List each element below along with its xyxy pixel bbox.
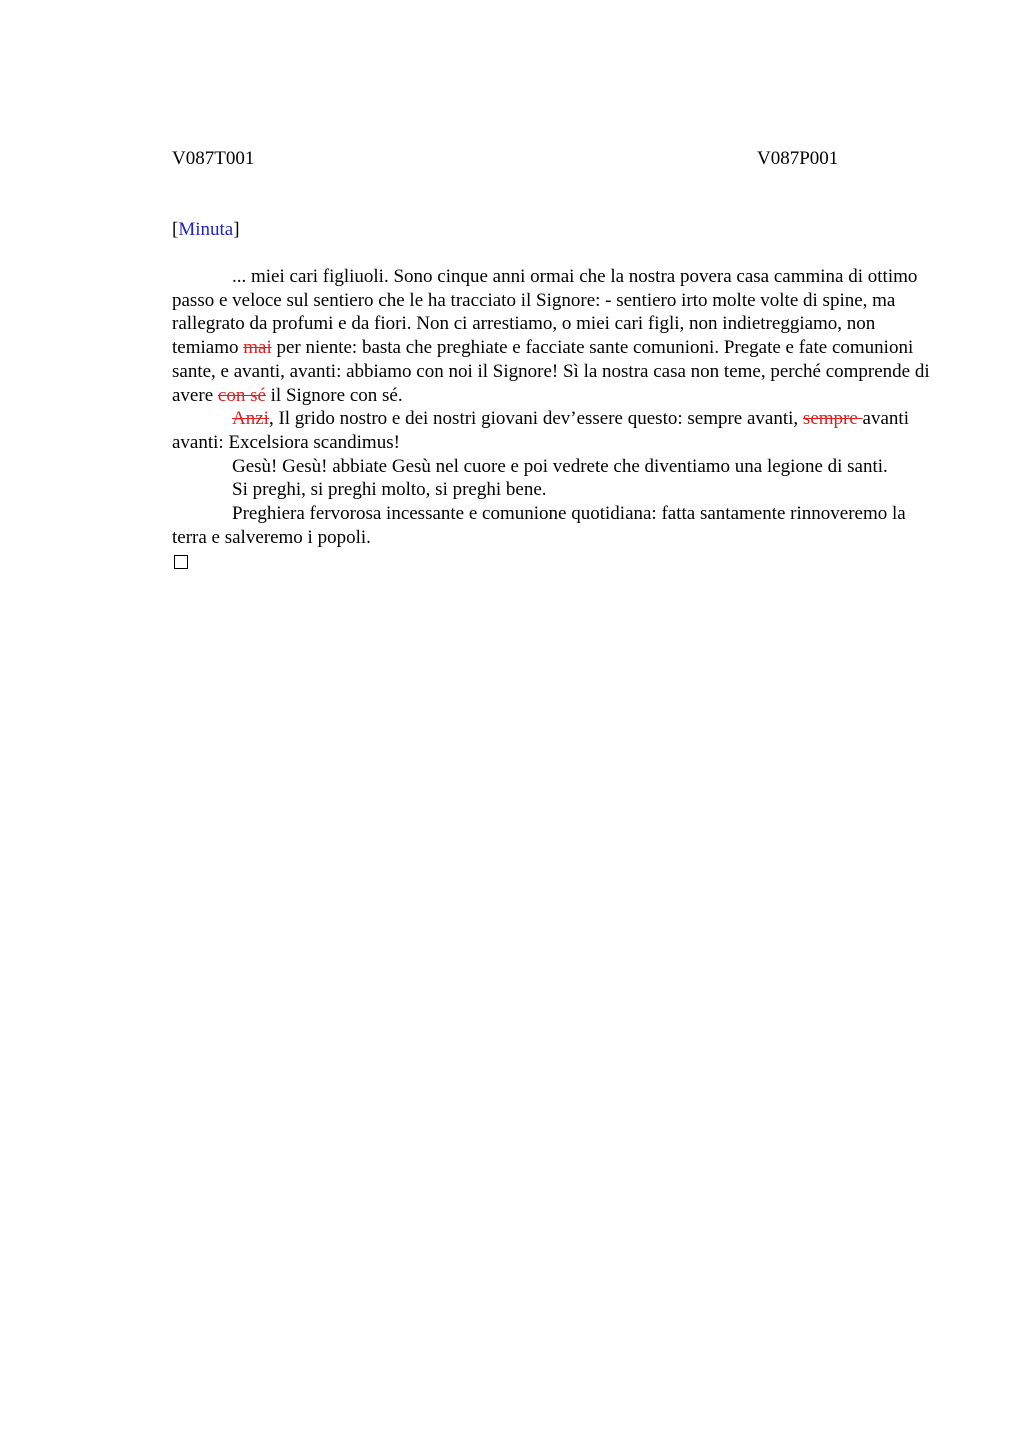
paragraph-2-text-b: avanti avanti: Excelsiora scandimus! xyxy=(172,408,909,453)
minuta-label: Minuta xyxy=(178,219,234,240)
paragraph-4: Si preghi, si preghi molto, si preghi bene. xyxy=(232,479,547,501)
paragraph-1-text-a: ... miei cari figliuoli. Sono cinque anni ormai che la nostra povera casa cammina di ottimo passo e veloce sul sentiero che le ha tracciato il Signore: - sentiero irto molte volte di spine, ma rallegrato da profumi e da fiori. Non ci arrestiamo, o miei cari figli, non indietreggiamo, non temiamo xyxy=(172,266,918,359)
square-outline-icon xyxy=(174,555,188,569)
close-bracket: ] xyxy=(233,219,240,240)
paragraph-1-text-c: il Signore con sé. xyxy=(265,384,403,406)
paragraph-5: Preghiera fervorosa incessante e comunione quotidiana: fatta santamente rinnoveremo la terra e salveremo i popoli. xyxy=(172,503,906,548)
deleted-word: sempre xyxy=(802,408,863,430)
deleted-word: Anzi xyxy=(232,408,269,430)
paragraph-3: Gesù! Gesù! abbiate Gesù nel cuore e poi vedrete che diventiamo una legione di santi. xyxy=(232,455,888,477)
open-bracket: [ xyxy=(172,219,179,240)
paragraph-1 xyxy=(172,265,932,407)
paragraph-2 xyxy=(172,407,932,454)
document-code-right: V087P001 xyxy=(757,148,839,169)
deleted-word: mai xyxy=(243,337,272,359)
section-label xyxy=(172,218,240,242)
deleted-word: con sé xyxy=(217,384,266,406)
document-code-left: V087T001 xyxy=(172,148,255,169)
paragraph-2-text-a: , Il grido nostro e dei nostri giovani dev’essere questo: sempre avanti, xyxy=(268,408,803,430)
paragraph-1-text-b: per niente: basta che preghiate e facciate sante comunioni. Pregate e fate comunioni sante, e avanti, avanti: abbiamo con noi il Signore! Sì la nostra casa non teme, perché comprende di avere xyxy=(172,337,930,406)
document-body xyxy=(172,265,932,569)
